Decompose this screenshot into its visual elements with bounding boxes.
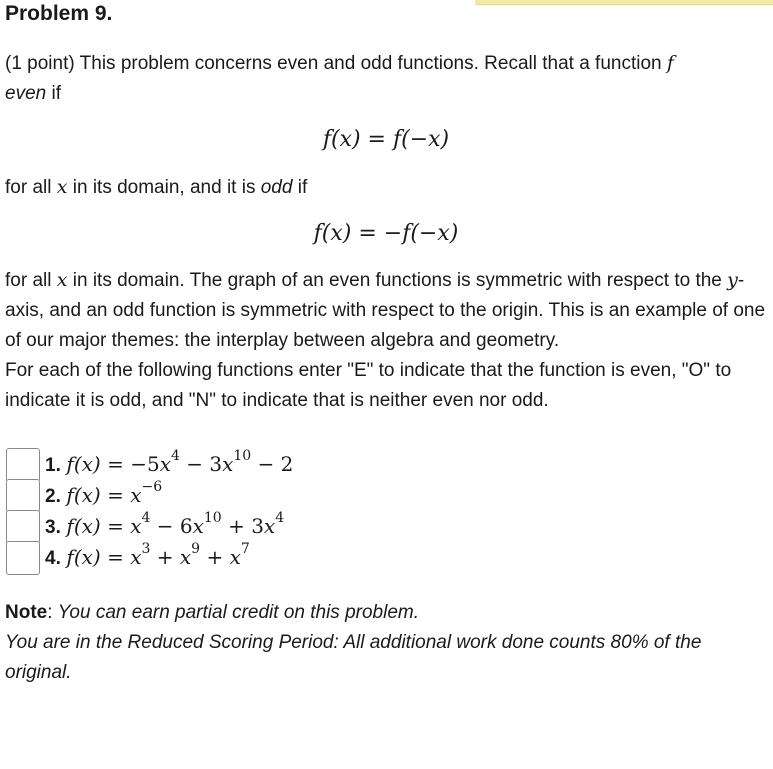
for-all-text-2: for all — [5, 270, 52, 291]
even-word: even — [5, 83, 47, 104]
if-word: if — [51, 83, 61, 104]
answer-input-3[interactable] — [6, 510, 40, 544]
question-text-3 — [45, 511, 284, 543]
question-text-1 — [45, 449, 293, 481]
question-number-1: 1. — [45, 455, 61, 476]
question-text-2 — [45, 480, 162, 512]
x-symbol: x — [56, 176, 68, 198]
odd-definition-text — [5, 172, 767, 203]
question-expression-3: $f(x) = x^4 - 6x^{10} + 3x^4$ — [66, 510, 285, 538]
odd-word: odd — [260, 177, 293, 198]
instructions-text: For each of the following functions enter "E" to indicate that the function is even, "O" to indicate it is odd, and "N" to indicate that is neither even nor odd. — [5, 360, 732, 411]
question-expression-1: $f(x) = -5x^4 - 3x^{10} - 2$ — [66, 448, 294, 476]
partial-credit-note: Note: You can earn partial credit on this problem. — [5, 602, 420, 623]
question-list — [5, 450, 767, 573]
question-number-4: 4. — [45, 548, 61, 569]
answer-input-1[interactable] — [6, 448, 40, 482]
problem-container — [5, 0, 767, 688]
even-definition-formula: f(x) = f(−x) — [322, 127, 450, 152]
question-row-2 — [5, 481, 767, 511]
intro-text: This problem concerns even and odd functions. Recall that a function — [79, 53, 662, 74]
answer-input-2[interactable] — [6, 479, 40, 513]
y-symbol: y — [727, 269, 738, 291]
symmetry-paragraph — [5, 265, 767, 356]
answer-input-4[interactable] — [6, 541, 40, 575]
for-all-text: for all — [5, 177, 52, 198]
symmetry-text-2: -axis, and an odd function is symmetric with respect to the origin. This is an example of one of our major themes: the interplay between algebra and geometry. — [5, 270, 766, 351]
question-number-2: 2. — [45, 486, 61, 507]
question-text-4 — [45, 542, 250, 574]
question-expression-4: $f(x) = x^3 + x^9 + x^7$ — [66, 541, 250, 569]
note-label: Note — [5, 602, 48, 623]
note-text: You can earn partial credit on this problem. — [57, 602, 420, 623]
points-label: (1 point) — [5, 53, 75, 74]
symmetry-text-1: in its domain. The graph of an even functions is symmetric with respect to the — [72, 270, 722, 291]
if-word-2: if — [297, 177, 308, 198]
question-row-4 — [5, 543, 767, 573]
x-symbol-2: x — [56, 269, 68, 291]
question-number-3: 3. — [45, 517, 61, 538]
problem-title: Problem 9. — [5, 2, 113, 25]
odd-definition-formula: f(x) = −f(−x) — [313, 221, 459, 246]
intro-f-symbol: f — [666, 52, 674, 74]
notes-section — [5, 598, 767, 688]
in-domain-text: in its domain, and it is — [72, 177, 256, 198]
question-row-1 — [5, 450, 767, 480]
problem-intro — [5, 48, 767, 109]
question-expression-2: $f(x) = x^{-6}$ — [66, 479, 163, 507]
reduced-scoring-note: You are in the Reduced Scoring Period: All additional work done counts 80% of the original. — [5, 632, 702, 683]
question-row-3 — [5, 512, 767, 542]
